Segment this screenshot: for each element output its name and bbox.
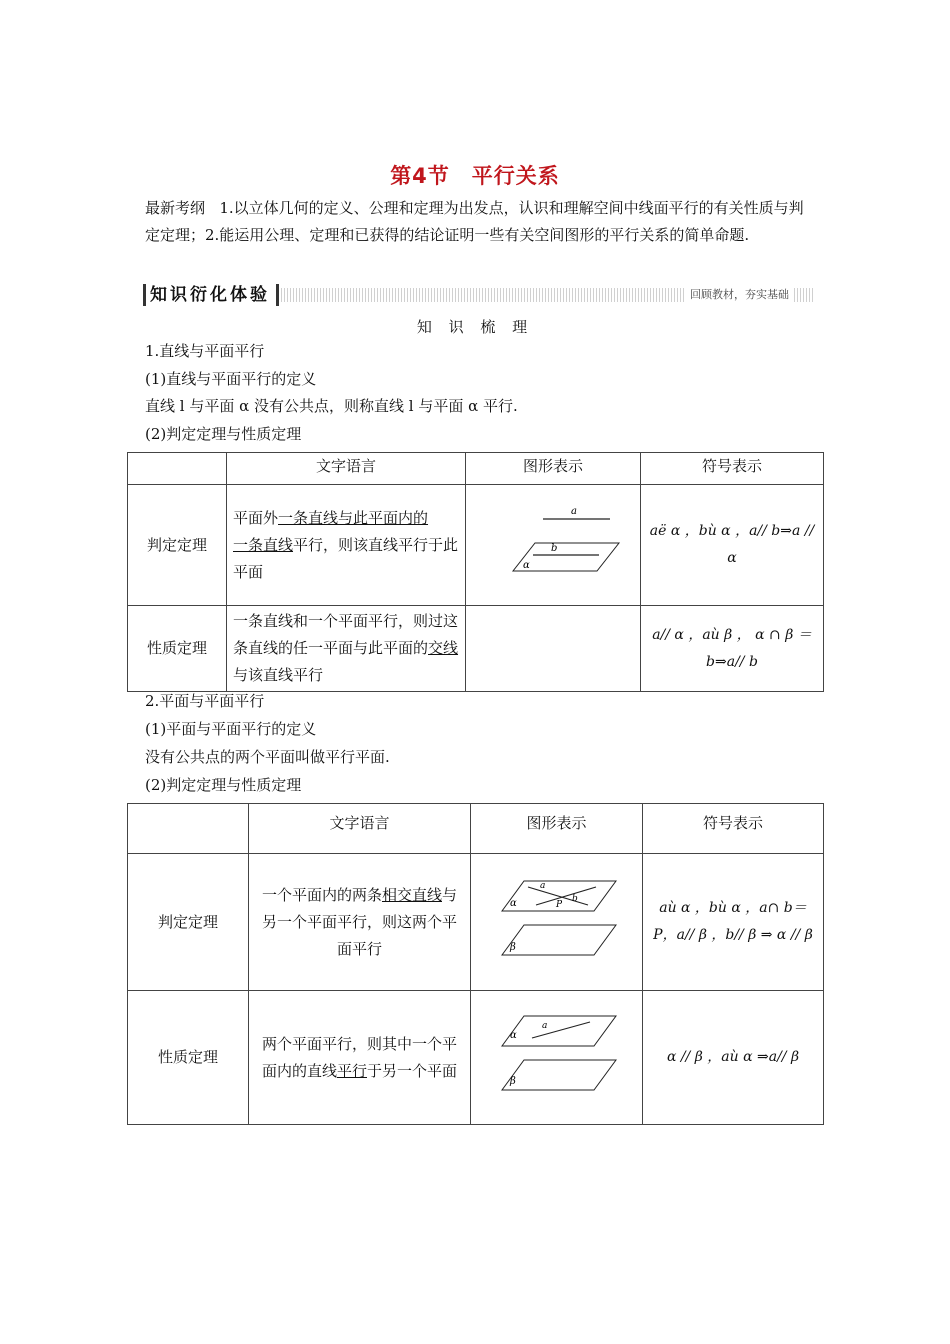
table-header-blank — [128, 453, 227, 485]
text-segment: 于另一个平面 — [367, 1061, 458, 1080]
theorem-name: 性质定理 — [128, 606, 227, 692]
figure-cell — [466, 606, 641, 692]
text-segment: 平行，则该直线平行于此平面 — [233, 535, 459, 581]
part2-def-heading: (1)平面与平面平行的定义 — [145, 720, 317, 738]
banner-subtitle: 回顾教材，夯实基础 — [686, 286, 793, 304]
figure-cell — [471, 991, 643, 1125]
theorem-name: 判定定理 — [128, 854, 249, 991]
theorem-text — [249, 854, 471, 991]
underlined-term: 相交直线 — [381, 885, 442, 904]
exam-outline — [145, 195, 815, 249]
figure-label: a — [539, 880, 545, 891]
figure-label: b — [551, 542, 558, 554]
table-header-row — [128, 453, 824, 485]
text-segment: 一个平面内的两条 — [261, 885, 382, 904]
table-header: 符号表示 — [641, 453, 824, 485]
section-heading: 知 识 梳 理 — [416, 318, 534, 336]
part2-def-text: 没有公共点的两个平面叫做平行平面. — [145, 748, 390, 766]
figure-label: β — [509, 941, 516, 953]
figure-label: α — [523, 559, 530, 571]
line-plane-figure — [483, 501, 623, 581]
table-row — [128, 485, 824, 606]
banner-title: 知识衍化体验 — [143, 284, 279, 306]
table-header-blank — [128, 804, 249, 854]
plane-plane-judgment-figure — [492, 873, 622, 963]
page-title: 第4节 平行关系 — [390, 164, 560, 188]
figure-label: a — [571, 505, 577, 517]
underlined-term: 平行 — [336, 1061, 367, 1080]
part1-def-heading: (1)直线与平面平行的定义 — [145, 370, 317, 388]
part1-def-text: 直线 l 与平面 α 没有公共点，则称直线 l 与平面 α 平行. — [145, 397, 518, 415]
part1-thm-heading: (2)判定定理与性质定理 — [145, 425, 302, 443]
figure-label: α — [509, 897, 517, 909]
table-header: 文字语言 — [249, 804, 471, 854]
plane-beta — [502, 1060, 616, 1090]
text-segment: 与另一个平面平行，则这两个平面平行 — [261, 885, 458, 958]
figure-label: β — [509, 1076, 516, 1087]
outline-label: 最新考纲 — [145, 199, 206, 217]
part1-heading: 1.直线与平面平行 — [145, 342, 265, 360]
plane-beta — [502, 925, 616, 955]
theorem-text — [227, 485, 466, 606]
theorem-name: 性质定理 — [128, 991, 249, 1125]
text-segment: 与该直线平行 — [233, 666, 324, 684]
figure-cell — [471, 854, 643, 991]
table-header: 文字语言 — [227, 453, 466, 485]
figure-label: α — [509, 1030, 517, 1041]
theorem-name: 判定定理 — [128, 485, 227, 606]
line-a — [532, 1022, 590, 1038]
line-plane-table — [127, 452, 824, 692]
table-row — [128, 854, 824, 991]
text-segment: 平面外 — [233, 508, 279, 527]
theorem-text — [249, 991, 471, 1125]
plane-plane-table — [127, 803, 824, 1125]
table-header: 符号表示 — [643, 804, 824, 854]
theorem-text — [227, 606, 466, 692]
table-row — [128, 991, 824, 1125]
underlined-term: 一条直线与此平面内的 — [278, 508, 429, 527]
plane-plane-property-figure — [492, 1008, 622, 1098]
section-banner — [143, 284, 815, 306]
underlined-term: 一条直线 — [233, 535, 294, 554]
table-row — [128, 606, 824, 692]
table-header-row — [128, 804, 824, 854]
table-header: 图形表示 — [466, 453, 641, 485]
underlined-term: 交线 — [428, 639, 459, 657]
figure-label: b — [571, 893, 578, 904]
theorem-symbol: aë α ，bù α ，a// b⇒a // α — [641, 485, 824, 606]
part2-thm-heading: (2)判定定理与性质定理 — [145, 776, 302, 794]
theorem-symbol: a// α ，aù β ， α ∩ β ＝b⇒a// b — [641, 606, 824, 692]
theorem-symbol: α // β ，aù α ⇒a// β — [643, 991, 824, 1125]
figure-label: P — [555, 899, 562, 910]
theorem-symbol: aù α ，bù α ，a∩ b＝P，a// β ，b// β ⇒ α // β — [643, 854, 824, 991]
outline-text: 1.以立体几何的定义、公理和定理为出发点，认识和理解空间中线面平行的有关性质与判定定理；2.能运用公理、定理和已获得的结论证明一些有关空间图形的平行关系的简单命题. — [145, 199, 804, 244]
text-segment: 两个平面平行，则其中一个平面内的直线 — [261, 1034, 457, 1080]
figure-cell — [466, 485, 641, 606]
text-segment: 一条直线和一个平面平行，则过这条直线的任一平面与此平面的 — [233, 612, 459, 657]
table-header: 图形表示 — [471, 804, 643, 854]
part2-heading: 2.平面与平面平行 — [145, 692, 265, 710]
figure-label: a — [541, 1021, 547, 1031]
